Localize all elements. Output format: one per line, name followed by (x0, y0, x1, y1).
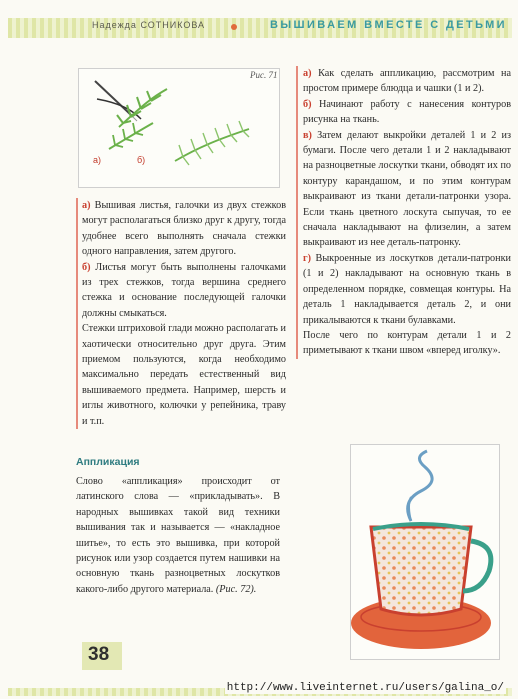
step-v-marker: в) (303, 129, 312, 141)
step-b (303, 97, 511, 128)
paragraph-a-text: Вышивая листья, галочки из двух стежков могут располагаться близко друг к другу, тогда удобнее всего выполнять сначала стежки одного направления, затем другого. (82, 200, 286, 258)
applique-paragraph (76, 474, 280, 597)
paragraph-a-marker: а) (82, 200, 91, 211)
figure-71-caption: Рис. 71 (250, 70, 278, 80)
page-number: 38 (88, 644, 110, 665)
right-column (296, 66, 511, 359)
paragraph-b-text: Листья могут быть выполнены галочками из трех стежков, тогда вершина среднего стежка и основание последующей галочки должны смыкаться. (82, 261, 286, 319)
figure-71-label-a: а) (93, 155, 102, 165)
step-v (303, 128, 511, 251)
paragraph-b-marker: б) (82, 261, 91, 273)
header-divider-dot (231, 24, 237, 30)
step-v-text: Затем делают выкройки деталей 1 и 2 из бумаги. После чего детали 1 и 2 накладывают на разноцветные лоскутки ткани, обводят их по контуру карандашом, и по этим контурам выкраивают из ткани детали-патронки узора. Если ткань цветного лоскута сыпучая, то ее сначала накладывают на флизелин, а затем выкраивают из нее деталь-патронку. (303, 129, 511, 249)
paragraph-c: Стежки штриховой глади можно располагать и хаотически относительно друг друга. Этим приемом пользуются, когда необходимо максимально передать естественный вид вышиваемого предмета. Например, шерсть и иглы животного, колючки у репейника, траву и т.п. (82, 323, 286, 427)
paragraph-a (82, 198, 286, 260)
applique-text: Слово «аппликация» происходит от латинского слова — «прикладывать». В народных вышивках такой вид техники вышивания так и называется — «накладное шитье», то есть это вышивка, при которой рисунок или узор создается путем нашивки на основную ткань разноцветных лоскутков какого-либо другого материала. (76, 476, 280, 595)
step-b-text: Начинают работу с нанесения контуров рисунка на ткань. (303, 98, 512, 126)
step-g-marker: г) (303, 252, 312, 264)
left-column (76, 198, 286, 429)
step-g (303, 251, 511, 328)
figure-71-illustration (78, 68, 280, 188)
watermark-url: http://www.liveinternet.ru/users/galina_o/ (226, 682, 504, 694)
header-author: Надежда СОТНИКОВА (92, 20, 206, 30)
step-a-text: Как сделать аппликацию, рассмотрим на простом примере блюдца и чашки (1 и 2). (303, 68, 511, 95)
paragraph-b (82, 260, 286, 322)
step-a-marker: а) (303, 68, 312, 79)
figure-71-label-b: б) (137, 155, 146, 165)
cup-and-saucer-icon (351, 445, 499, 659)
applique-figure-ref: (Рис. 72). (215, 583, 257, 595)
step-b-marker: б) (303, 98, 312, 110)
figure-72-illustration (350, 444, 500, 660)
section-heading-applique: Аппликация (76, 456, 140, 468)
embroidery-leaves-icon (79, 69, 279, 187)
step-final: После чего по контурам детали 1 и 2 приметывают к ткани швом «вперед иголку». (303, 329, 511, 357)
header-title: ВЫШИВАЕМ ВМЕСТЕ С ДЕТЬМИ (270, 19, 507, 31)
step-g-text: Выкроенные из лоскутков детали-патронки (1 и 2) накладывают на основную ткань в определенном порядке, совмещая контуры. На деталь 1 накладывается деталь 2, и они прикалываются к ткани булавками. (303, 252, 511, 326)
step-a (303, 66, 511, 97)
